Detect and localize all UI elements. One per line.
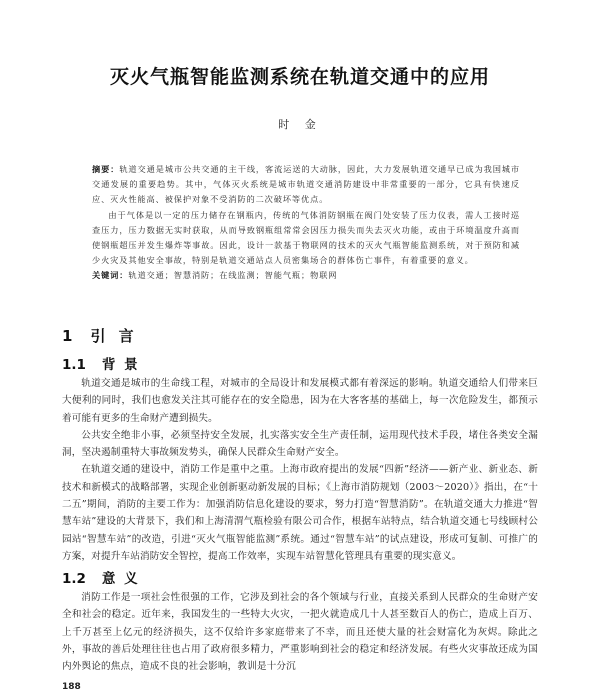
abstract-text-1: 轨道交通是城市公共交通的主干线，客流运送的大动脉，因此，大力发展轨道交通早已成为我国城市交通发展的重要趋势。其中，气体灭火系统是城市轨道交通消防建设中非常重要的一部分，它具有快速反应、灭火性能高、被保护对象不受消防的二次破坏等优点。 xyxy=(92,164,520,205)
background-body xyxy=(62,375,538,565)
significance-paragraph-1: 消防工作是一项社会性很强的工作，它涉及到社会的各个领域与行业，直接关系到人民群众的生命财产安全和社会的稳定。近年来，我国发生的一些特大火灾，一把火就造成几十人甚至数百人的伤亡，造成上百万、上千万甚至上亿元的经济损失，这不仅给许多家庭带来了不幸，而且还使大量的社会财富化为灰烬。除此之外，事故的善后处理往往也占用了政府很多精力，严重影响到社会的稳定和经济发展。有些火灾事故还成为国内外舆论的焦点，造成不良的社会影响，教训是十分沉 xyxy=(62,592,538,673)
page-number: 188 xyxy=(62,682,81,692)
abstract-paragraph-2: 由于气体是以一定的压力储存在钢瓶内，传统的气体消防钢瓶在阀门处安装了压力仪表，需人工接时巡查压力，压力数据无实时获取，从而导致钢瓶组常常会因压力损失而失去灭火功能，或由于环境温度升高而使钢瓶超压并发生爆炸等事故。因此，设计一款基于物联网的技术的灭火气瓶智能监测系统，对于预防和减少火灾及其他安全事故，特别是轨道交通站点人员密集场合的群体伤亡事件，有着重要的意义。 xyxy=(92,209,520,266)
section-heading-intro xyxy=(62,325,138,346)
abstract-paragraph-1 xyxy=(92,162,520,208)
section-number: 1 xyxy=(62,327,77,345)
keywords-label: 关键词： xyxy=(92,270,129,281)
background-paragraph-2: 公共安全绝非小事，必须坚持安全发展，扎实落实安全生产责任制，运用现代技术手段，堵住各类安全漏洞，坚决遏制重特大事故频发势头，确保人民群众生命财产安全。 xyxy=(62,429,538,459)
subsection-title: 背 景 xyxy=(101,357,140,373)
background-paragraph-3: 在轨道交通的建设中，消防工作是重中之重。上海市政府提出的发展“四新”经济——新产业、新业态、新技术和新模式的战略部署，实现企业创新驱动新发展的目标；《上海市消防规划（2003～2020）》指出，在“十二五”期间，消防的主要工作为：加强消防信息化建设的要求，努力打造“智慧消防”。在轨道交通大力推进“智慧车站”建设的大背景下，我们和上海清渭气瓶检验有限公司合作，根据车站特点，结合轨道交通七号线顾村公园站“智慧车站”的改造，引进“灭火气瓶智能监测”系统。通过“智慧车站”的试点建设，形成可复制、可推广的方案，对提升车站消防安全智控，提高工作效率，实现车站智慧化管理具有重要的现实意义。 xyxy=(62,464,538,562)
keywords-text: 轨道交通；智慧消防；在线监测；智能气瓶；物联网 xyxy=(128,270,338,281)
abstract-label: 摘要： xyxy=(92,164,120,174)
section-title: 引 言 xyxy=(90,327,138,345)
subsection-heading-background xyxy=(62,353,140,373)
paper-title: 灭火气瓶智能监测系统在轨道交通中的应用 xyxy=(109,66,490,88)
author-name: 时 金 xyxy=(278,118,322,131)
abstract-block xyxy=(92,162,520,284)
subsection-title: 意 义 xyxy=(101,571,140,587)
background-paragraph-1: 轨道交通是城市的生命线工程，对城市的全局设计和发展模式都有着深远的影响。轨道交通给人们带来巨大便利的同时，我们也愈发关注其可能存在的安全隐患，因为在大客客基的基础上，每一次危险发生，都预示着可能有更多的生命财产遭到损失。 xyxy=(62,378,538,424)
subsection-number: 1.1 xyxy=(62,357,86,373)
subsection-heading-significance xyxy=(62,567,140,587)
subsection-number: 1.2 xyxy=(62,571,86,587)
keywords-line xyxy=(92,268,520,283)
significance-body xyxy=(62,589,538,677)
